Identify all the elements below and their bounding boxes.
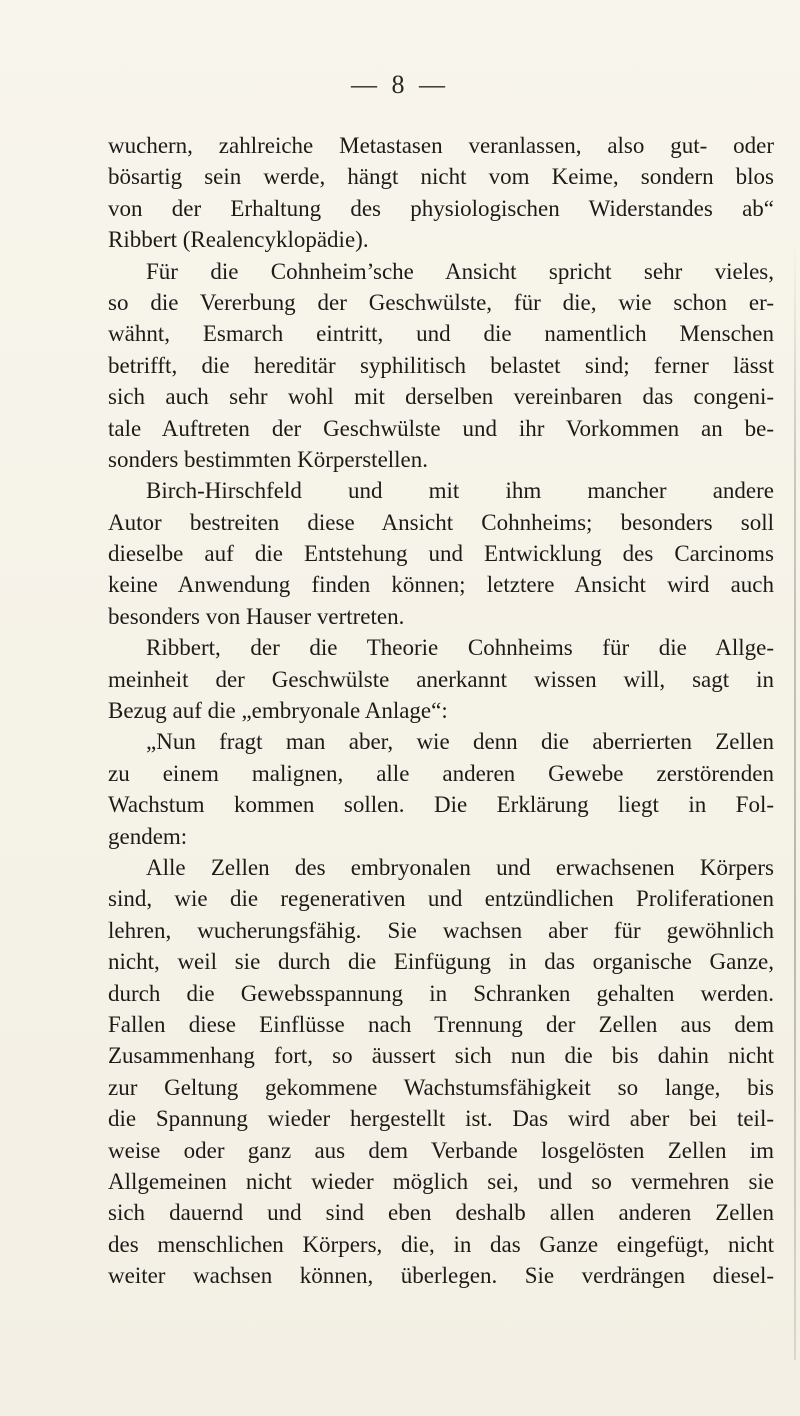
text-line: bösartig sein werde, hängt nicht vom Keime, sondern blos [108, 164, 774, 190]
text-line: „Nun fragt man aber, wie denn die aberrierten Zellen [146, 729, 774, 755]
text-line: betrifft, die hereditär syphilitisch belastet sind; ferner lässt [108, 352, 774, 378]
text-line: besonders von Hauser vertreten. [108, 603, 405, 629]
text-line: die Spannung wieder hergestellt ist. Das wird aber bei teil- [108, 1106, 774, 1132]
text-line: nicht, weil sie durch die Einfügung in das organische Ganze, [108, 949, 774, 975]
text-line: sonders bestimmten Körperstellen. [108, 446, 429, 472]
text-line: weiter wachsen können, überlegen. Sie verdrängen diesel- [108, 1263, 774, 1289]
text-line: Fallen diese Einflüsse nach Trennung der Zellen aus dem [108, 1011, 774, 1037]
body-text [108, 130, 774, 1291]
text-line: wuchern, zahlreiche Metastasen veranlassen, also gut- oder [108, 133, 774, 158]
page-edge-shadow [794, 240, 796, 1360]
text-line: sich dauernd und sind eben deshalb allen anderen Zellen [108, 1200, 774, 1226]
text-line: weise oder ganz aus dem Verbande losgelösten Zellen im [108, 1137, 774, 1163]
text-line: Alle Zellen des embryonalen und erwachsenen Körpers [146, 854, 774, 880]
text-line: sich auch sehr wohl mit derselben vereinbaren das congeni- [108, 384, 774, 410]
text-line: durch die Gewebsspannung in Schranken gehalten werden. [108, 980, 774, 1006]
text-line: Ribbert, der die Theorie Cohnheims für die Allge- [146, 635, 774, 661]
text-line: tale Auftreten der Geschwülste und ihr Vorkommen an be- [108, 415, 774, 441]
text-line: keine Anwendung finden können; letztere Ansicht wird auch [108, 572, 774, 598]
text-line: von der Erhaltung des physiologischen Widerstandes ab“ [108, 195, 774, 221]
text-line: Bezug auf die „embryonale Anlage“: [108, 698, 448, 724]
text-line: wähnt, Esmarch eintritt, und die namentlich Menschen [108, 321, 774, 347]
text-line: dieselbe auf die Entstehung und Entwicklung des Carcinoms [108, 541, 774, 567]
page-number-header: — 8 — [351, 70, 449, 99]
text-line: lehren, wucherungsfähig. Sie wachsen aber für gewöhnlich [108, 917, 774, 943]
text-line: Ribbert (Realencyklopädie). [108, 227, 369, 253]
text-line: zur Geltung gekommene Wachstumsfähigkeit so lange, bis [108, 1074, 774, 1100]
text-line: Autor bestreiten diese Ansicht Cohnheims; besonders soll [108, 509, 774, 535]
text-line: Allgemeinen nicht wieder möglich sei, und so vermehren sie [108, 1168, 774, 1194]
text-line: sind, wie die regenerativen und entzündlichen Proliferationen [108, 886, 774, 912]
text-line: Für die Cohnheim’sche Ansicht spricht sehr vieles, [146, 258, 774, 284]
text-line: meinheit der Geschwülste anerkannt wissen will, sagt in [108, 666, 774, 692]
text-line: des menschlichen Körpers, die, in das Ganze eingefügt, nicht [108, 1231, 774, 1257]
text-line: gendem: [108, 823, 188, 849]
text-line: zu einem malignen, alle anderen Gewebe zerstörenden [108, 760, 774, 786]
text-line: Birch-Hirschfeld und mit ihm mancher andere [146, 478, 774, 504]
text-line: Zusammenhang fort, so äussert sich nun die bis dahin nicht [108, 1043, 774, 1069]
text-line: so die Vererbung der Geschwülste, für die, wie schon er- [108, 289, 774, 315]
text-line: Wachstum kommen sollen. Die Erklärung liegt in Fol- [108, 792, 774, 818]
